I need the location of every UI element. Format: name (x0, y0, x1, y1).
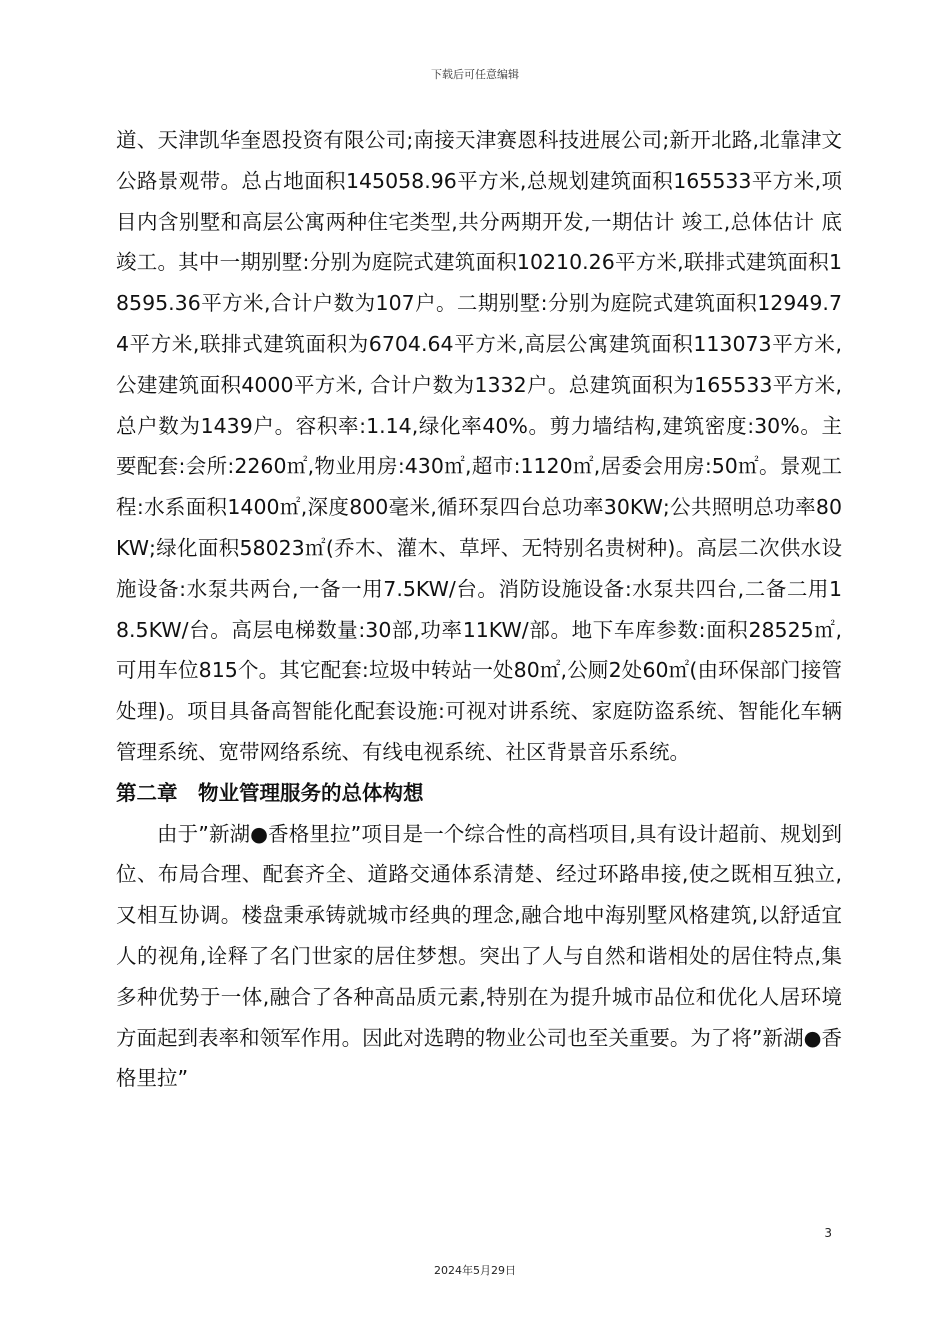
page-footer-date: 2024年5月29日 (434, 1264, 516, 1277)
page-number: 3 (824, 1226, 832, 1240)
document-body (116, 120, 842, 1099)
chapter-heading: 第二章 物业管理服务的总体构想 (116, 780, 424, 805)
management-concept-paragraph: 由于”新湖●香格里拉”项目是一个综合性的高档项目,具有设计超前、规划到位、布局合理、配套齐全、道路交通体系清楚、经过环路串接,使之既相互独立,又相互协调。楼盘秉承铸就城市经典的理念,融合地中海别墅风格建筑,以舒适宜人的视角,诠释了名门世家的居住梦想。突出了人与自然和谐相处的居住特点,集多种优势于一体,融合了各种高品质元素,特别在为提升城市品位和优化人居环境方面起到表率和领军作用。因此对选聘的物业公司也至关重要。为了将”新湖●香格里拉” (116, 821, 842, 1091)
page-header-note: 下载后可任意编辑 (431, 68, 519, 81)
project-overview-paragraph: 道、天津凯华奎恩投资有限公司;南接天津赛恩科技进展公司;新开北路,北靠津文公路景观带。总占地面积145058.96平方米,总规划建筑面积165533平方米,项目内含别墅和高层公寓两种住宅类型,共分两期开发,一期估计 竣工,总体估计 底竣工。其中一期别墅:分别为庭院式建筑面积10210.26平方米,联排式建筑面积18595.36平方米,合计户数为107户。二期别墅:分别为庭院式建筑面积12949.74平方米,联排式建筑面积为6704.64平方米,高层公寓建筑面积113073平方米,公建建筑面积4000平方米, 合计户数为1332户。总建筑面积为165533平方米,总户数为1439户。容积率:1.14,绿化率40%。剪力墙结构,建筑密度:30%。主要配套:会所:2260㎡,物业用房:430㎡,超市:1120㎡,居委会用房:50㎡。景观工程:水系面积1400㎡,深度800毫米,循环泵四台总功率30KW;公共照明总功率80KW;绿化面积58023㎡(乔木、灌木、草坪、无特别名贵树种)。高层二次供水设施设备:水泵共两台,一备一用7.5KW/台。消防设施设备:水泵共四台,二备二用18.5KW/台。高层电梯数量:30部,功率11KW/部。地下车库参数:面积28525㎡,可用车位815个。其它配套:垃圾中转站一处80㎡,公厕2处60㎡(由环保部门接管处理)。项目具备高智能化配套设施:可视对讲系统、家庭防盗系统、智能化车辆管理系统、宽带网络系统、有线电视系统、社区背景音乐系统。 (116, 128, 842, 764)
